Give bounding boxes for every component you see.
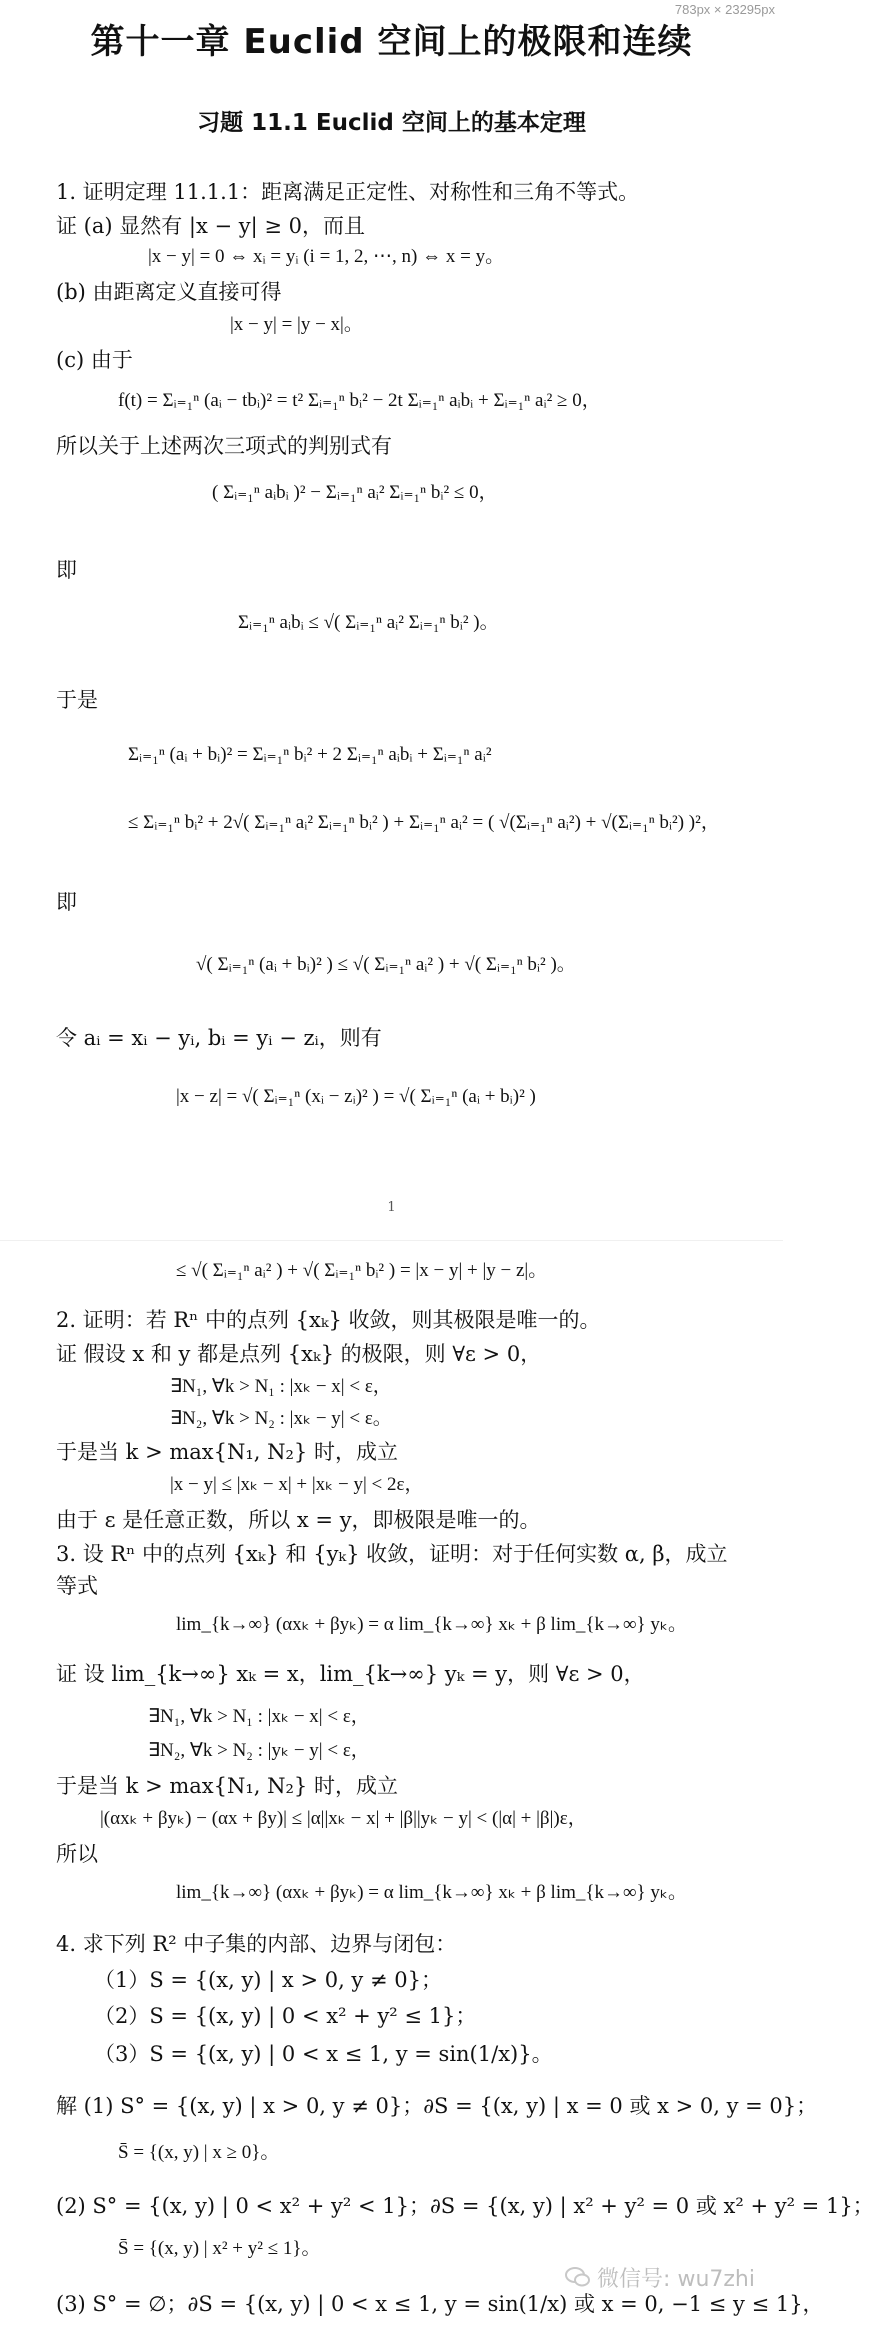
text-when-k-large: 于是当 k > max{N₁, N₂} 时，成立	[56, 1440, 398, 1464]
formula-linear-limit: lim_{k→∞} (αxₖ + βyₖ) = α lim_{k→∞} xₖ + β lim_{k→∞} yₖ。	[176, 1614, 688, 1635]
formula-2eps: |x − y| ≤ |xₖ − x| + |xₖ − y| < 2ε，	[170, 1474, 424, 1495]
problem-4-statement: 4. 求下列 R² 中子集的内部、边界与闭包：	[56, 1932, 457, 1956]
solution-4-1: 解 (1) S° = {(x, y) | x > 0, y ≠ 0}；∂S = {(x, y) | x = 0 或 x > 0, y = 0}；	[56, 2094, 818, 2118]
formula-equivalence: |x − y| = 0 ⇔ xᵢ = yᵢ (i = 1, 2, ⋯, n) ⇔ x = y。	[148, 246, 505, 267]
text-substitution: 令 aᵢ = xᵢ − yᵢ, bᵢ = yᵢ − zᵢ，则有	[56, 1026, 382, 1050]
formula-expansion: Σᵢ₌₁ⁿ (aᵢ + bᵢ)² = Σᵢ₌₁ⁿ bᵢ² + 2 Σᵢ₌₁ⁿ aᵢbᵢ + Σᵢ₌₁ⁿ aᵢ²	[128, 744, 492, 765]
watermark-text: 微信号: wu7zhi	[597, 2267, 755, 2292]
proof-1c-line: (c) 由于	[56, 348, 133, 372]
text-ji-1: 即	[56, 558, 77, 582]
page-number: 1	[387, 1200, 396, 1215]
formula-cauchy-schwarz: Σᵢ₌₁ⁿ aᵢbᵢ ≤ √( Σᵢ₌₁ⁿ aᵢ² Σᵢ₌₁ⁿ bᵢ² )。	[238, 612, 499, 633]
wechat-icon	[565, 2266, 591, 2294]
text-ji-2: 即	[56, 890, 77, 914]
solution-4-3: (3) S° = ∅；∂S = {(x, y) | 0 < x ≤ 1, y = sin(1/x) 或 x = 0, −1 ≤ y ≤ 1}，	[56, 2292, 824, 2316]
formula-3-n1-bound: ∃N₁, ∀k > N₁ : |xₖ − x| < ε，	[148, 1706, 370, 1727]
solution-4-1-closure: S̄ = {(x, y) | x ≥ 0}。	[118, 2142, 280, 2163]
text-yushi: 于是	[56, 688, 98, 712]
solution-4-2: (2) S° = {(x, y) | 0 < x² + y² < 1}；∂S = {(x, y) | x² + y² = 0 或 x² + y² = 1}；	[56, 2194, 874, 2218]
formula-distance-xz: |x − z| = √( Σᵢ₌₁ⁿ (xᵢ − zᵢ)² ) = √( Σᵢ₌₁ⁿ (aᵢ + bᵢ)² )	[176, 1086, 536, 1107]
proof-3-line: 证 设 lim_{k→∞} xₖ = x，lim_{k→∞} yₖ = y，则 ∀ε > 0，	[56, 1662, 645, 1686]
section-title: 习题 11.1 Euclid 空间上的基本定理	[197, 110, 586, 136]
formula-n1-bound: ∃N₁, ∀k > N₁ : |xₖ − x| < ε，	[170, 1376, 392, 1397]
formula-3-conclusion: lim_{k→∞} (αxₖ + βyₖ) = α lim_{k→∞} xₖ + β lim_{k→∞} yₖ。	[176, 1882, 688, 1903]
text-suoyi: 所以	[56, 1842, 98, 1866]
problem-3-statement: 3. 设 Rⁿ 中的点列 {xₖ} 和 {yₖ} 收敛，证明：对于任何实数 α, β，成立	[56, 1542, 728, 1566]
page-separator	[0, 1240, 783, 1241]
text-discriminant: 所以关于上述两次三项式的判别式有	[56, 434, 392, 458]
formula-3-n2-bound: ∃N₂, ∀k > N₂ : |yₖ − y| < ε，	[148, 1740, 370, 1761]
problem-1-statement: 1. 证明定理 11.1.1：距离满足正定性、对称性和三角不等式。	[56, 180, 640, 204]
problem-4-set-2: （2）S = {(x, y) | 0 < x² + y² ≤ 1}；	[94, 2004, 477, 2028]
problem-3-continuation: 等式	[56, 1574, 98, 1598]
problem-4-set-1: （1）S = {(x, y) | x > 0, y ≠ 0}；	[94, 1968, 442, 1992]
formula-symmetry: |x − y| = |y − x|。	[230, 314, 363, 335]
image-dimensions-label: 783px × 23295px	[674, 2, 775, 17]
proof-1a-line: 证 (a) 显然有 |x − y| ≥ 0，而且	[56, 214, 366, 238]
proof-2-line: 证 假设 x 和 y 都是点列 {xₖ} 的极限，则 ∀ε > 0，	[56, 1342, 542, 1366]
text-limit-unique: 由于 ε 是任意正数，所以 x = y，即极限是唯一的。	[56, 1508, 541, 1532]
problem-2-statement: 2. 证明：若 Rⁿ 中的点列 {xₖ} 收敛，则其极限是唯一的。	[56, 1308, 601, 1332]
wechat-watermark	[565, 2262, 755, 2294]
text-3-when-k-large: 于是当 k > max{N₁, N₂} 时，成立	[56, 1774, 398, 1798]
formula-quadratic: f(t) = Σᵢ₌₁ⁿ (aᵢ − tbᵢ)² = t² Σᵢ₌₁ⁿ bᵢ² − 2t Σᵢ₌₁ⁿ aᵢbᵢ + Σᵢ₌₁ⁿ aᵢ² ≥ 0，	[118, 390, 601, 411]
chapter-title: 第十一章 Euclid 空间上的极限和连续	[90, 22, 693, 62]
problem-4-set-3: （3）S = {(x, y) | 0 < x ≤ 1, y = sin(1/x)}。	[94, 2042, 553, 2066]
formula-discriminant: ( Σᵢ₌₁ⁿ aᵢbᵢ )² − Σᵢ₌₁ⁿ aᵢ² Σᵢ₌₁ⁿ bᵢ² ≤ 0，	[212, 482, 498, 503]
formula-minkowski: √( Σᵢ₌₁ⁿ (aᵢ + bᵢ)² ) ≤ √( Σᵢ₌₁ⁿ aᵢ² ) + √( Σᵢ₌₁ⁿ bᵢ² )。	[196, 954, 576, 975]
solution-4-2-closure: S̄ = {(x, y) | x² + y² ≤ 1}。	[118, 2238, 321, 2259]
formula-square-bound: ≤ Σᵢ₌₁ⁿ bᵢ² + 2√( Σᵢ₌₁ⁿ aᵢ² Σᵢ₌₁ⁿ bᵢ² ) + Σᵢ₌₁ⁿ aᵢ² = ( √(Σᵢ₌₁ⁿ aᵢ²) + √(Σᵢ₌₁ⁿ bᵢ²) )²，	[128, 812, 720, 833]
proof-1b-line: (b) 由距离定义直接可得	[56, 280, 282, 304]
formula-triangle-inequality: ≤ √( Σᵢ₌₁ⁿ aᵢ² ) + √( Σᵢ₌₁ⁿ bᵢ² ) = |x − y| + |y − z|。	[176, 1260, 548, 1281]
formula-3-estimate: |(αxₖ + βyₖ) − (αx + βy)| ≤ |α||xₖ − x| + |β||yₖ − y| < (|α| + |β|)ε，	[100, 1808, 587, 1829]
formula-n2-bound: ∃N₂, ∀k > N₂ : |xₖ − y| < ε。	[170, 1408, 392, 1429]
